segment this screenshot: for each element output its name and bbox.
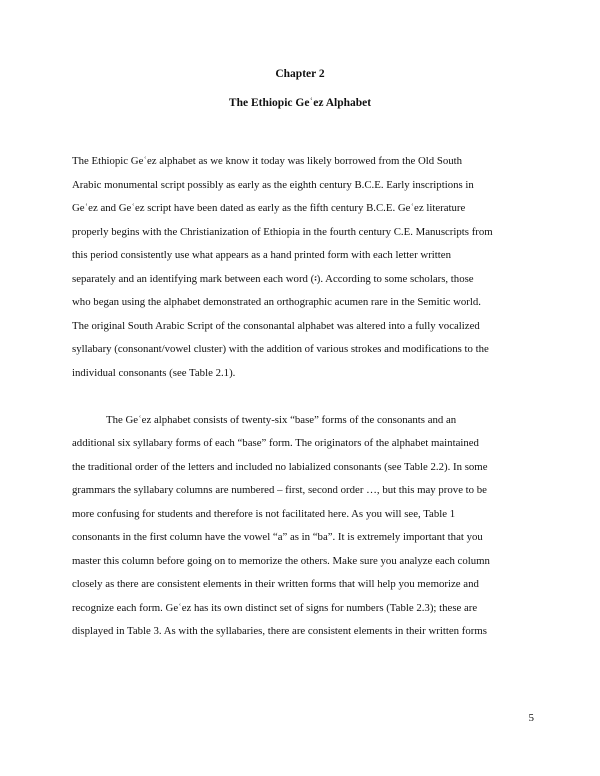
paragraph-1	[72, 150, 528, 385]
text-line: The Geʿez alphabet consists of twenty-six “base” forms of the consonants and an	[106, 413, 457, 426]
paragraph-2	[72, 409, 528, 644]
chapter-label: Chapter 2	[275, 68, 325, 80]
body-text	[72, 150, 528, 644]
text-line: additional six syllabary forms of each “base” form. The originators of the alphabet maintained	[72, 437, 479, 449]
text-line: closely as there are consistent elements in their written forms that will help you memorize and	[72, 578, 479, 590]
text-line: recognize each form. Geʿez has its own distinct set of signs for numbers (Table 2.3); these are	[72, 601, 478, 614]
text-line: more confusing for students and therefore is not facilitated here. As you will see, Table 1	[72, 507, 456, 520]
text-line: properly begins with the Christianization of Ethiopia in the fourth century C.E. Manuscripts from	[72, 225, 493, 238]
text-line: this period consistently use what appears as a hand printed form with each letter written	[72, 249, 451, 261]
text-line: The original South Arabic Script of the consonantal alphabet was altered into a fully vocalized	[72, 319, 480, 332]
text-line: consonants in the first column have the vowel “a” as in “ba”. It is extremely important that you	[72, 531, 483, 543]
page-number: 5	[528, 712, 534, 724]
text-line: grammars the syllabary columns are numbered – first, second order …, but this may prove to be	[72, 484, 487, 496]
text-line: syllabary (consonant/vowel cluster) with the addition of various strokes and modifications to the	[72, 343, 489, 355]
text-line: individual consonants (see Table 2.1).	[72, 366, 236, 379]
paragraph-spacer	[72, 385, 528, 409]
chapter-title: The Ethiopic Geʿez Alphabet	[228, 97, 372, 109]
text-line: master this column before going on to memorize the others. Make sure you analyze each column	[72, 554, 490, 567]
text-line: who began using the alphabet demonstrated an orthographic acumen rare in the Semitic world.	[72, 296, 481, 308]
text-line: The Ethiopic Geʿez alphabet as we know it today was likely borrowed from the Old South	[72, 155, 463, 167]
text-line: Geʿez and Geʿez script have been dated as early as the fifth century B.C.E. Geʿez literature	[72, 202, 466, 214]
text-line: the traditional order of the letters and included no labialized consonants (see Table 2.2). In some	[72, 460, 488, 473]
text-line: separately and an identifying mark between each word (፡). According to some scholars, those	[72, 272, 474, 285]
text-line: Arabic monumental script possibly as early as the eighth century B.C.E. Early inscriptions in	[72, 178, 474, 191]
text-line: displayed in Table 3. As with the syllabaries, there are consistent elements in their written forms	[72, 625, 487, 637]
